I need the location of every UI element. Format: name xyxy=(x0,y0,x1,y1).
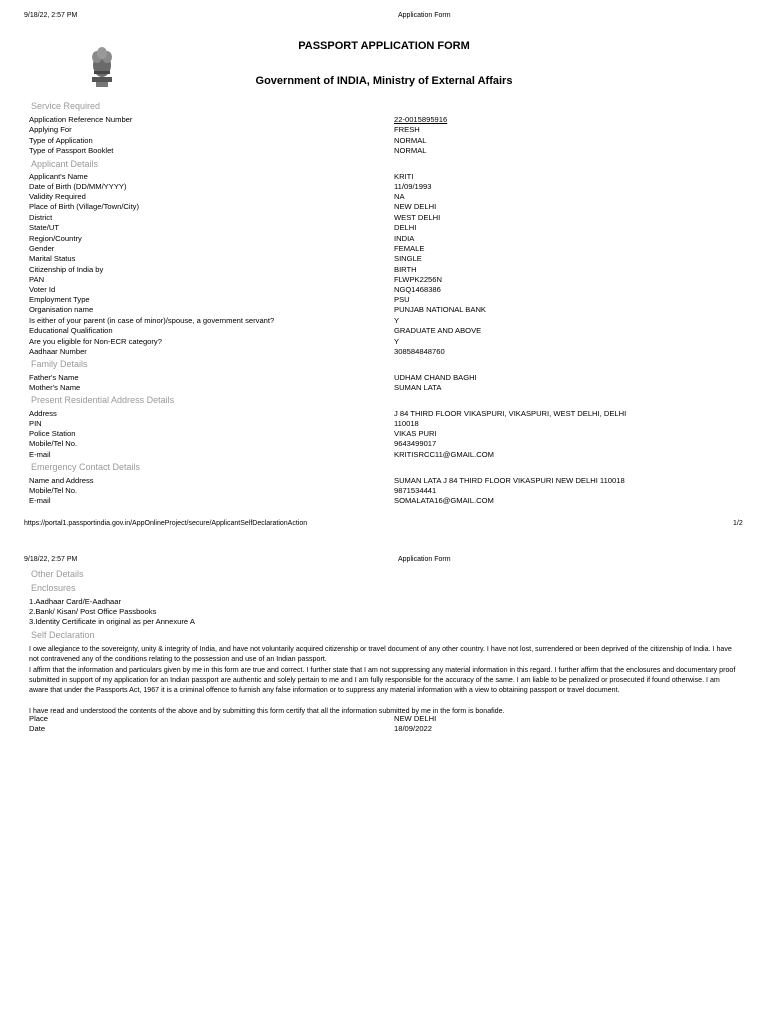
field-value: KRITISRCC11@GMAIL.COM xyxy=(394,450,494,459)
field-value: WEST DELHI xyxy=(394,213,441,222)
field-row xyxy=(29,192,749,202)
field-label: Mobile/Tel No. xyxy=(29,486,78,495)
field-label: Address xyxy=(29,409,57,418)
field-row xyxy=(29,373,749,383)
enclosure-item: 1.Aadhaar Card/E-Aadhaar xyxy=(29,597,122,606)
field-value: SUMAN LATA J 84 THIRD FLOOR VIKASPURI NEW DELHI 110018 xyxy=(394,476,625,485)
field-label: Gender xyxy=(29,244,55,253)
field-value: 110018 xyxy=(394,419,419,428)
field-row xyxy=(29,213,749,223)
field-label: Validity Required xyxy=(29,192,86,201)
field-label: Educational Qualification xyxy=(29,326,113,335)
page1-header-datetime: 9/18/22, 2:57 PM xyxy=(24,12,78,19)
section-applicant-details: Applicant Details xyxy=(31,159,99,169)
place-label: Place xyxy=(29,714,48,723)
field-value: 11/09/1993 xyxy=(394,182,432,191)
field-value: INDIA xyxy=(394,234,415,243)
field-label: State/UT xyxy=(29,223,59,232)
field-row xyxy=(29,337,749,347)
field-value: UDHAM CHAND BAGHI xyxy=(394,373,477,382)
field-row xyxy=(29,409,749,419)
field-label: Marital Status xyxy=(29,254,76,263)
field-row xyxy=(29,223,749,233)
field-row xyxy=(29,347,749,357)
field-value: 308584848760 xyxy=(394,347,445,356)
field-row xyxy=(29,146,749,156)
section-self-declaration: Self Declaration xyxy=(31,630,95,640)
place-row xyxy=(29,714,749,724)
field-row xyxy=(29,265,749,275)
field-label: Employment Type xyxy=(29,295,90,304)
field-row xyxy=(29,136,749,146)
field-label: Father's Name xyxy=(29,373,79,382)
field-row xyxy=(29,450,749,460)
date-row xyxy=(29,724,749,734)
field-row xyxy=(29,125,749,135)
field-label: Organisation name xyxy=(29,305,94,314)
field-value: GRADUATE AND ABOVE xyxy=(394,326,482,335)
field-label: Region/Country xyxy=(29,234,82,243)
section-address-details: Present Residential Address Details xyxy=(31,395,175,405)
field-label: District xyxy=(29,213,53,222)
field-row xyxy=(29,486,749,496)
application-reference-number: 22-0015895916 xyxy=(394,115,448,124)
field-value: VIKAS PURI xyxy=(394,429,437,438)
field-row xyxy=(29,202,749,212)
field-value: FEMALE xyxy=(394,244,425,253)
field-value: BIRTH xyxy=(394,265,417,274)
field-label: PAN xyxy=(29,275,45,284)
section-emergency-contact: Emergency Contact Details xyxy=(31,462,141,472)
field-label: Name and Address xyxy=(29,476,94,485)
field-label: Mobile/Tel No. xyxy=(29,439,78,448)
field-value: NEW DELHI xyxy=(394,202,437,211)
field-row xyxy=(29,383,749,393)
field-row xyxy=(29,254,749,264)
field-row xyxy=(29,305,749,315)
field-label: E-mail xyxy=(29,496,51,505)
field-label: Are you eligible for Non-ECR category? xyxy=(29,337,162,346)
field-label: Applicant's Name xyxy=(29,172,88,181)
field-row xyxy=(29,285,749,295)
section-enclosures: Enclosures xyxy=(31,583,76,593)
field-value: NORMAL xyxy=(394,136,427,145)
date-value: 18/09/2022 xyxy=(394,724,433,733)
field-label: Is either of your parent (in case of minor)/spouse, a government servant? xyxy=(29,316,275,325)
page1-header-title: Application Form xyxy=(398,12,451,19)
field-value: DELHI xyxy=(394,223,417,232)
field-value: SUMAN LATA xyxy=(394,383,442,392)
page2-header-datetime: 9/18/22, 2:57 PM xyxy=(24,556,78,563)
field-value: PUNJAB NATIONAL BANK xyxy=(394,305,486,314)
field-value: 9643499017 xyxy=(394,439,437,448)
field-label: Application Reference Number xyxy=(29,115,133,124)
field-value: SOMALATA16@GMAIL.COM xyxy=(394,496,494,505)
declaration-paragraph-allegiance: I owe allegiance to the sovereignty, unity & integrity of India, and have not voluntarily acquired citizenship or travel document of any other country. I have not lost, surrendered or been deprived of the citizenship of India. I have not contravened any of the conditions relating to the possession and use of an Indian passport. xyxy=(29,645,732,664)
field-label: E-mail xyxy=(29,450,51,459)
field-row xyxy=(29,234,749,244)
field-label: Aadhaar Number xyxy=(29,347,87,356)
field-label: Type of Passport Booklet xyxy=(29,146,114,155)
field-value: NORMAL xyxy=(394,146,427,155)
section-family-details: Family Details xyxy=(31,359,88,369)
date-label: Date xyxy=(29,724,46,733)
declaration-paragraph-certification: I have read and understood the contents of the above and by submitting this form certify that all the information submitted by me in the form is bonafide. xyxy=(29,707,505,715)
field-value: NGQ1468386 xyxy=(394,285,441,294)
field-row xyxy=(29,419,749,429)
field-row xyxy=(29,326,749,336)
field-value: FRESH xyxy=(394,125,420,134)
field-label: Citizenship of India by xyxy=(29,265,104,274)
field-row xyxy=(29,275,749,285)
enclosure-item: 2.Bank/ Kisan/ Post Office Passbooks xyxy=(29,607,157,616)
field-value: Y xyxy=(394,337,400,346)
field-row xyxy=(29,316,749,326)
field-value: KRITI xyxy=(394,172,414,181)
field-value: SINGLE xyxy=(394,254,422,263)
field-value: NA xyxy=(394,192,405,201)
enclosure-item: 3.Identity Certificate in original as per Annexure A xyxy=(29,617,195,626)
field-row xyxy=(29,172,749,182)
page1-footer-page-number: 1/2 xyxy=(733,520,743,527)
field-row xyxy=(29,115,749,125)
form-subtitle: Government of INDIA, Ministry of External Affairs xyxy=(255,75,513,87)
place-value: NEW DELHI xyxy=(394,714,437,723)
section-service-required: Service Required xyxy=(31,101,101,111)
page1-footer-url: https://portal1.passportindia.gov.in/AppOnlineProject/secure/ApplicantSelfDeclarationAction xyxy=(24,520,308,527)
field-row xyxy=(29,182,749,192)
field-value: 9871534441 xyxy=(394,486,437,495)
field-label: Date of Birth (DD/MM/YYYY) xyxy=(29,182,127,191)
field-value: J 84 THIRD FLOOR VIKASPURI, VIKASPURI, WEST DELHI, DELHI xyxy=(394,409,627,418)
declaration-paragraph-affirmation: I affirm that the information and particulars given by me in this form are true and correct. I further state that I am not suppressing any material information in this regard. I further affirm that the enclosures and documentary proof submitted in support of my application for an Indian passport are authentic and solely pertain to me and I am fully responsible for the accuracy of the same. I am liable to be penalized or prosecuted if found otherwise. I am aware that under the Passports Act, 1967 it is a criminal offence to furnish any false information or to suppress any material information with a view to obtaining passport or travel document. xyxy=(29,666,736,695)
section-other-details: Other Details xyxy=(31,569,84,579)
form-title: PASSPORT APPLICATION FORM xyxy=(298,40,470,52)
field-value: FLWPK2256N xyxy=(394,275,442,284)
field-label: Place of Birth (Village/Town/City) xyxy=(29,202,140,211)
field-label: Mother's Name xyxy=(29,383,81,392)
page2-header-title: Application Form xyxy=(398,556,451,563)
field-row xyxy=(29,244,749,254)
field-row xyxy=(29,496,749,506)
field-label: Type of Application xyxy=(29,136,93,145)
field-value: PSU xyxy=(394,295,410,304)
field-row xyxy=(29,439,749,449)
field-row xyxy=(29,295,749,305)
field-row xyxy=(29,476,749,486)
field-label: Police Station xyxy=(29,429,76,438)
field-label: PIN xyxy=(29,419,42,428)
field-label: Voter Id xyxy=(29,285,56,294)
field-row xyxy=(29,429,749,439)
field-label: Applying For xyxy=(29,125,72,134)
field-value: Y xyxy=(394,316,400,325)
